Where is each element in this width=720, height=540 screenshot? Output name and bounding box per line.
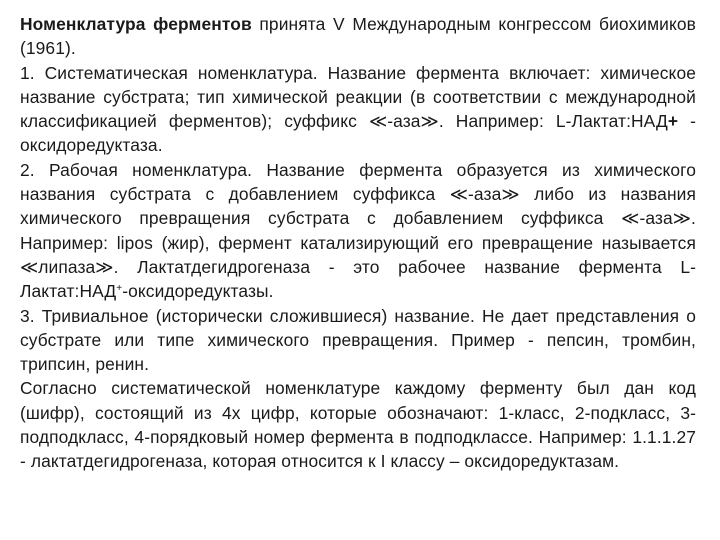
intro-paragraph	[20, 12, 696, 61]
systematic-text-end: - оксидоредуктаза.	[20, 111, 697, 156]
document-text	[20, 12, 696, 474]
nomenclature-heading: Номенклатура ферментов	[20, 14, 252, 34]
enzyme-code-paragraph	[20, 376, 696, 473]
trivial-nomenclature-paragraph	[20, 304, 696, 377]
systematic-nomenclature-paragraph	[20, 61, 696, 158]
systematic-text: 1. Систематическая номенклатура. Название фермента включает: химическое название субстрата; тип химической реакции (в соответствии с международной классификацией ферментов); суффикс ≪-аза≫. Например: L-Лактат:НАД	[20, 62, 696, 132]
working-nomenclature-paragraph	[20, 158, 696, 304]
working-text: 2. Рабочая номенклатура. Название фермента образуется из химического названия субстрата с добавлением суффикса ≪-аза≫ либо из названия химического превращения субстрата с добавлением суффикса ≪-аза≫. Например: lipos (жир), фермент катализирующий его превращение называется ≪липаза≫. Лактатдегидрогеназа - это рабочее название фермента L-Лактат:НАД	[20, 159, 696, 302]
working-superscript-plus: +	[116, 283, 123, 295]
working-text-end: -оксидоредуктазы.	[122, 281, 274, 302]
intro-text: принята V Международным конгрессом биохимиков (1961).	[20, 14, 696, 59]
trivial-text: 3. Тривиальное (исторически сложившиеся) название. Не дает представления о субстрате или типе химического превращения. Пример - пепсин, тромбин, трипсин, ренин.	[20, 305, 696, 375]
systematic-plus: +	[667, 111, 679, 132]
enzyme-code-text: Согласно систематической номенклатуре каждому ферменту был дан код (шифр), состоящий из 4х цифр, которые обозначают: 1-класс, 2-подкласс, 3-подподкласс, 4-порядковый номер фермента в подподклассе. Например: 1.1.1.27 - лактатдегидрогеназа, которая относится к I классу – оксидоредуктазам.	[20, 378, 696, 472]
